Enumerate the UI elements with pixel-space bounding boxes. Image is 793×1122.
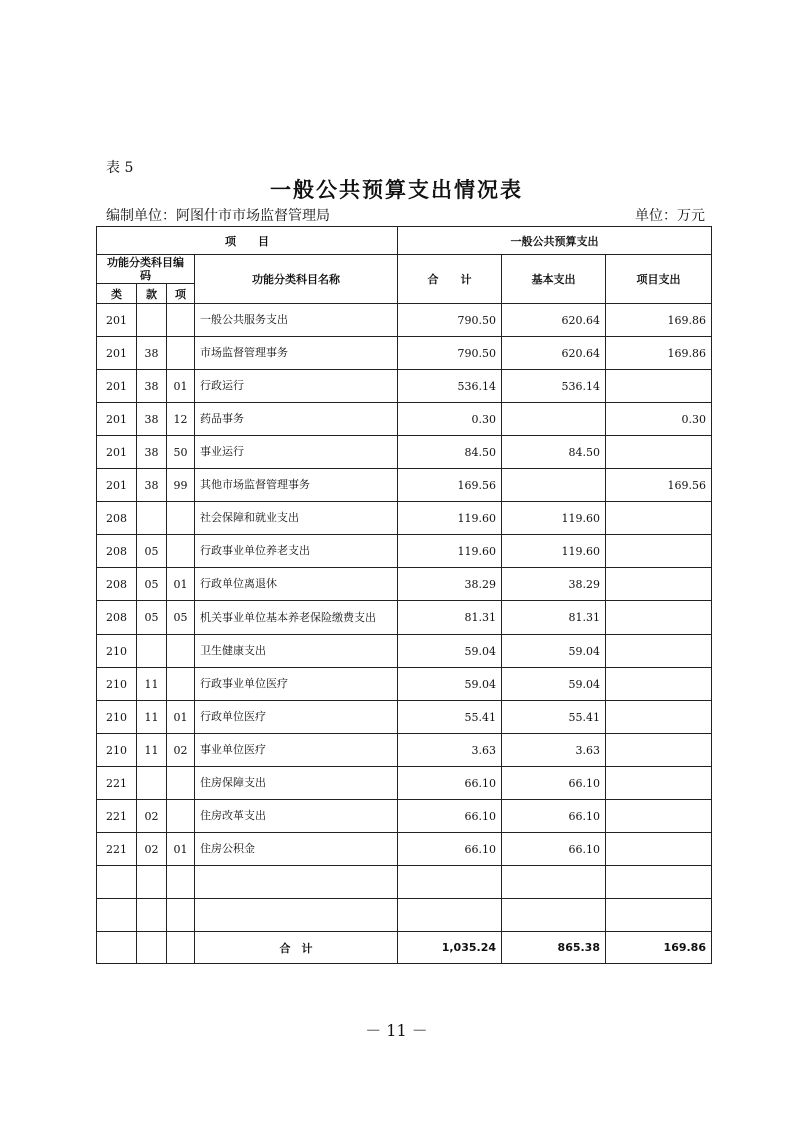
cell-project — [606, 800, 712, 833]
cell-total: 119.60 — [398, 502, 502, 535]
cell-name: 住房保障支出 — [195, 767, 398, 800]
cell-xiang: 01 — [167, 701, 195, 734]
cell-name: 社会保障和就业支出 — [195, 502, 398, 535]
table-row — [97, 668, 712, 701]
cell-project — [606, 734, 712, 767]
cell-name: 事业单位医疗 — [195, 734, 398, 767]
header-kuan: 款 — [137, 284, 167, 304]
cell-lei: 201 — [97, 337, 137, 370]
empty-cell — [606, 866, 712, 899]
cell-project — [606, 635, 712, 668]
cell-basic: 59.04 — [502, 635, 606, 668]
cell-xiang: 05 — [167, 601, 195, 635]
cell-name: 一般公共服务支出 — [195, 304, 398, 337]
table-label: 表 5 — [106, 160, 134, 176]
empty-cell — [195, 899, 398, 932]
cell-lei: 201 — [97, 436, 137, 469]
table-row — [97, 800, 712, 833]
cell-kuan: 11 — [137, 701, 167, 734]
table-row — [97, 469, 712, 502]
cell-total: 0.30 — [398, 403, 502, 436]
cell-lei: 210 — [97, 635, 137, 668]
table-row — [97, 701, 712, 734]
cell-total: 790.50 — [398, 304, 502, 337]
cell-lei: 208 — [97, 568, 137, 601]
cell-project: 0.30 — [606, 403, 712, 436]
table-row — [97, 767, 712, 800]
empty-cell — [606, 899, 712, 932]
header-total: 合 计 — [398, 255, 502, 304]
cell-total: 59.04 — [398, 635, 502, 668]
cell-name: 机关事业单位基本养老保险缴费支出 — [195, 601, 398, 635]
cell-name: 事业运行 — [195, 436, 398, 469]
cell-basic: 66.10 — [502, 833, 606, 866]
cell-kuan: 38 — [137, 403, 167, 436]
cell-total: 3.63 — [398, 734, 502, 767]
cell-xiang: 01 — [167, 833, 195, 866]
empty-cell — [137, 899, 167, 932]
empty-cell — [167, 899, 195, 932]
cell-xiang: 12 — [167, 403, 195, 436]
cell-kuan: 38 — [137, 469, 167, 502]
cell-project: 169.86 — [606, 337, 712, 370]
table-row — [97, 403, 712, 436]
cell-xiang: 50 — [167, 436, 195, 469]
cell-xiang: 99 — [167, 469, 195, 502]
header-name: 功能分类科目名称 — [195, 255, 398, 304]
cell-basic: 119.60 — [502, 535, 606, 568]
cell-kuan: 11 — [137, 668, 167, 701]
cell-kuan: 02 — [137, 833, 167, 866]
table-body — [97, 304, 712, 964]
cell-project — [606, 502, 712, 535]
cell-kuan: 05 — [137, 601, 167, 635]
empty-cell — [398, 866, 502, 899]
header-code-group: 功能分类科目编码 — [97, 255, 195, 284]
cell-name: 市场监督管理事务 — [195, 337, 398, 370]
cell-xiang — [167, 502, 195, 535]
cell-kuan — [137, 635, 167, 668]
cell-lei: 210 — [97, 734, 137, 767]
header-basic: 基本支出 — [502, 255, 606, 304]
cell-total: 84.50 — [398, 436, 502, 469]
cell-total: 66.10 — [398, 833, 502, 866]
cell-name: 行政单位离退休 — [195, 568, 398, 601]
empty-cell — [97, 932, 137, 964]
cell-total: 119.60 — [398, 535, 502, 568]
cell-project — [606, 601, 712, 635]
cell-name: 住房公积金 — [195, 833, 398, 866]
cell-xiang — [167, 668, 195, 701]
totals-row — [97, 932, 712, 964]
cell-xiang — [167, 767, 195, 800]
cell-basic: 84.50 — [502, 436, 606, 469]
empty-cell — [502, 866, 606, 899]
cell-kuan: 05 — [137, 535, 167, 568]
empty-cell — [137, 932, 167, 964]
cell-basic: 3.63 — [502, 734, 606, 767]
cell-xiang: 02 — [167, 734, 195, 767]
cell-xiang — [167, 337, 195, 370]
cell-kuan: 38 — [137, 436, 167, 469]
cell-lei: 221 — [97, 833, 137, 866]
cell-basic: 38.29 — [502, 568, 606, 601]
empty-cell — [97, 899, 137, 932]
empty-cell — [167, 932, 195, 964]
cell-project: 169.86 — [606, 304, 712, 337]
cell-xiang — [167, 800, 195, 833]
cell-lei: 210 — [97, 701, 137, 734]
unit-line: 单位：万元 — [635, 208, 705, 224]
cell-project — [606, 535, 712, 568]
table-row — [97, 304, 712, 337]
header-xiang: 项 — [167, 284, 195, 304]
cell-lei: 221 — [97, 800, 137, 833]
cell-xiang — [167, 635, 195, 668]
totals-basic: 865.38 — [502, 932, 606, 964]
empty-row — [97, 866, 712, 899]
cell-kuan — [137, 304, 167, 337]
table-row — [97, 535, 712, 568]
table-row — [97, 436, 712, 469]
table-row — [97, 601, 712, 635]
cell-name: 行政运行 — [195, 370, 398, 403]
table-row — [97, 734, 712, 767]
cell-project — [606, 701, 712, 734]
cell-basic: 66.10 — [502, 800, 606, 833]
cell-total: 66.10 — [398, 767, 502, 800]
totals-project: 169.86 — [606, 932, 712, 964]
cell-total: 536.14 — [398, 370, 502, 403]
cell-name: 药品事务 — [195, 403, 398, 436]
cell-xiang — [167, 304, 195, 337]
table-row — [97, 635, 712, 668]
empty-row — [97, 899, 712, 932]
cell-total: 790.50 — [398, 337, 502, 370]
cell-lei: 210 — [97, 668, 137, 701]
cell-name: 卫生健康支出 — [195, 635, 398, 668]
header-budget: 一般公共预算支出 — [398, 227, 712, 255]
empty-cell — [195, 866, 398, 899]
cell-name: 行政事业单位养老支出 — [195, 535, 398, 568]
cell-project — [606, 833, 712, 866]
cell-basic — [502, 469, 606, 502]
cell-total: 55.41 — [398, 701, 502, 734]
empty-cell — [502, 899, 606, 932]
cell-lei: 201 — [97, 403, 137, 436]
cell-kuan: 05 — [137, 568, 167, 601]
empty-cell — [97, 866, 137, 899]
cell-total: 66.10 — [398, 800, 502, 833]
cell-project — [606, 370, 712, 403]
cell-kuan — [137, 502, 167, 535]
header-lei: 类 — [97, 284, 137, 304]
totals-label: 合 计 — [195, 932, 398, 964]
cell-name: 行政单位医疗 — [195, 701, 398, 734]
cell-xiang — [167, 535, 195, 568]
cell-project — [606, 568, 712, 601]
cell-lei: 221 — [97, 767, 137, 800]
cell-total: 59.04 — [398, 668, 502, 701]
organization-line: 编制单位：阿图什市市场监督管理局 — [106, 208, 330, 224]
document-title: 一般公共预算支出情况表 — [270, 178, 523, 202]
cell-total: 169.56 — [398, 469, 502, 502]
cell-kuan — [137, 767, 167, 800]
totals-total: 1,035.24 — [398, 932, 502, 964]
cell-lei: 208 — [97, 601, 137, 635]
table-row — [97, 833, 712, 866]
cell-basic: 620.64 — [502, 337, 606, 370]
cell-lei: 208 — [97, 502, 137, 535]
page-number: － 11 － — [365, 1021, 428, 1040]
header-project: 项目支出 — [606, 255, 712, 304]
cell-basic: 81.31 — [502, 601, 606, 635]
cell-name: 其他市场监督管理事务 — [195, 469, 398, 502]
cell-basic — [502, 403, 606, 436]
cell-kuan: 38 — [137, 337, 167, 370]
cell-project — [606, 436, 712, 469]
cell-basic: 59.04 — [502, 668, 606, 701]
cell-project — [606, 767, 712, 800]
cell-name: 住房改革支出 — [195, 800, 398, 833]
cell-basic: 119.60 — [502, 502, 606, 535]
empty-cell — [398, 899, 502, 932]
cell-total: 38.29 — [398, 568, 502, 601]
cell-lei: 201 — [97, 370, 137, 403]
table-row — [97, 370, 712, 403]
cell-project: 169.56 — [606, 469, 712, 502]
cell-basic: 55.41 — [502, 701, 606, 734]
cell-name: 行政事业单位医疗 — [195, 668, 398, 701]
cell-basic: 66.10 — [502, 767, 606, 800]
cell-total: 81.31 — [398, 601, 502, 635]
budget-expenditure-table — [96, 226, 712, 964]
cell-lei: 208 — [97, 535, 137, 568]
cell-basic: 620.64 — [502, 304, 606, 337]
cell-kuan: 02 — [137, 800, 167, 833]
header-item: 项 目 — [97, 227, 398, 255]
cell-lei: 201 — [97, 304, 137, 337]
cell-xiang: 01 — [167, 370, 195, 403]
empty-cell — [137, 866, 167, 899]
cell-kuan: 38 — [137, 370, 167, 403]
cell-project — [606, 668, 712, 701]
table-row — [97, 502, 712, 535]
cell-lei: 201 — [97, 469, 137, 502]
cell-basic: 536.14 — [502, 370, 606, 403]
cell-xiang: 01 — [167, 568, 195, 601]
empty-cell — [167, 866, 195, 899]
table-row — [97, 337, 712, 370]
cell-kuan: 11 — [137, 734, 167, 767]
table-row — [97, 568, 712, 601]
